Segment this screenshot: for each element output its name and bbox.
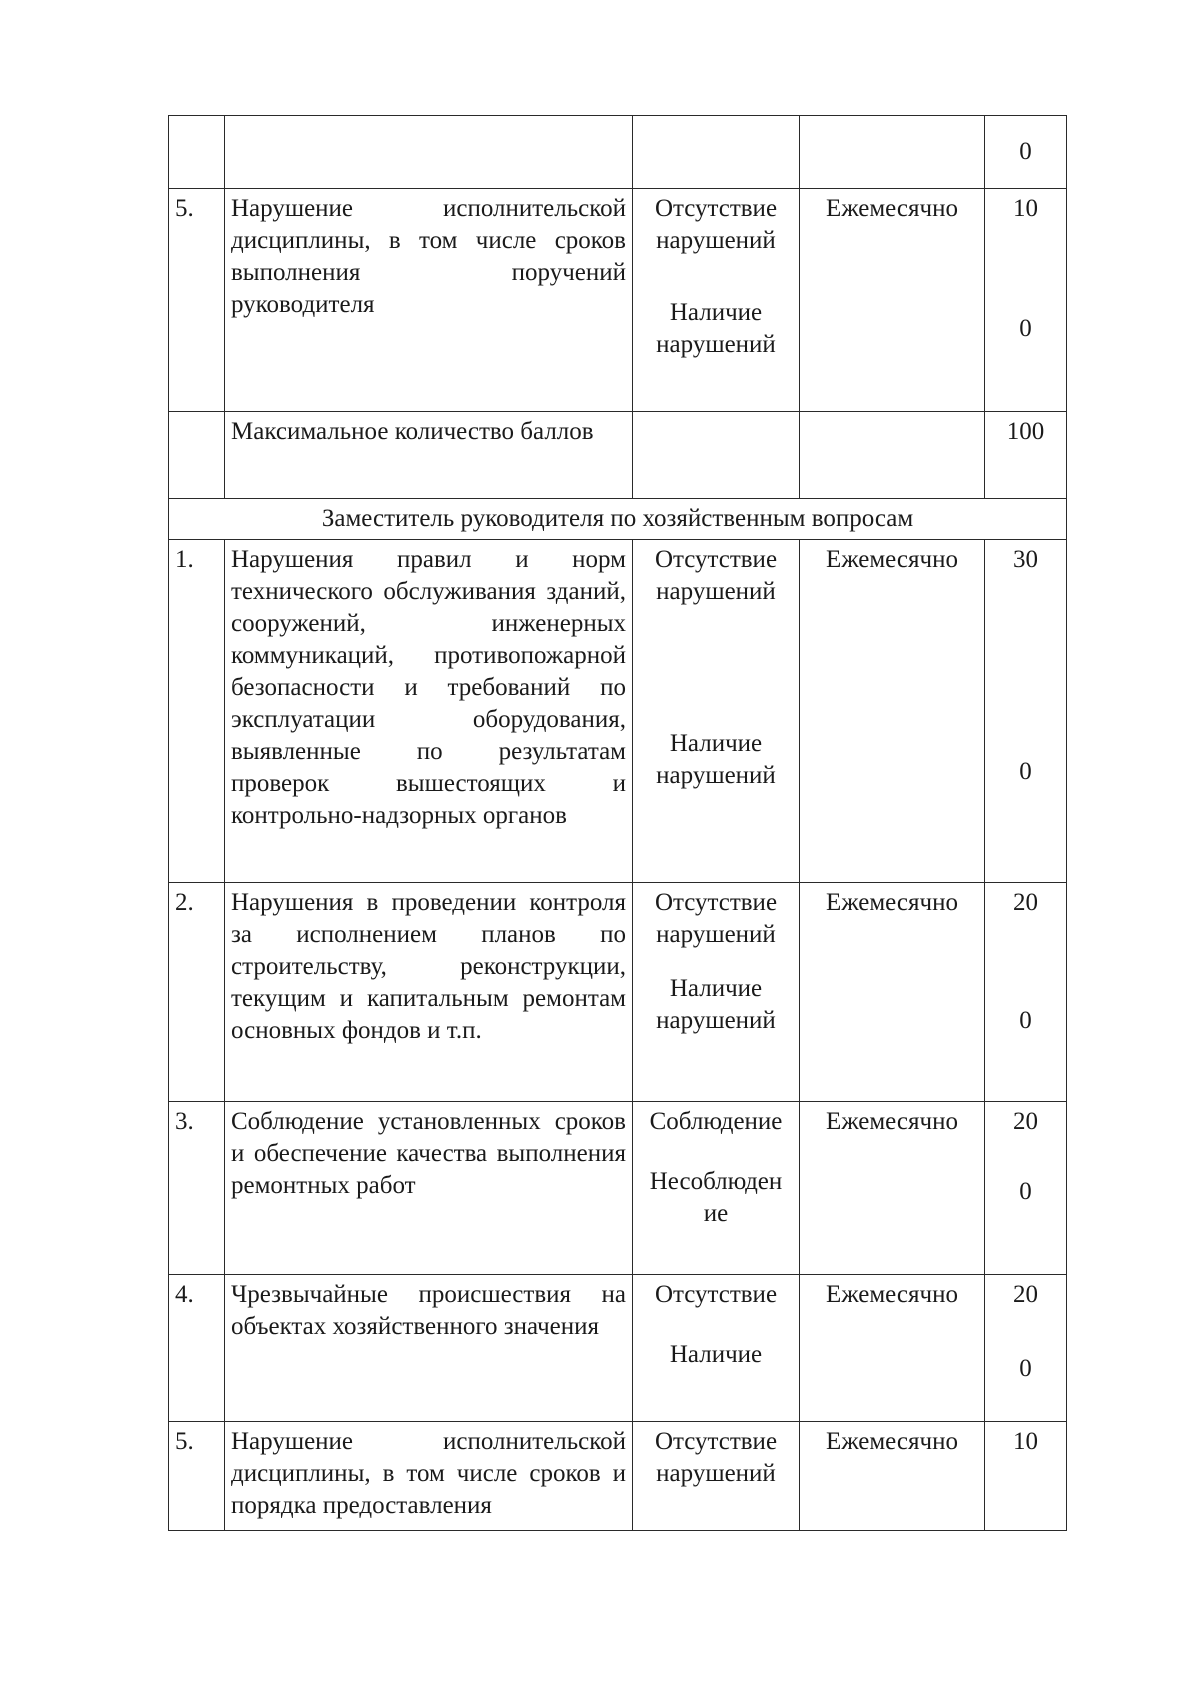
periodicity-cell: Ежемесячно (800, 1275, 985, 1422)
indicator-cell: Нарушение исполнительской дисциплины, в том числе сроков и порядка предоставления (225, 1422, 633, 1531)
indicator-cell (225, 116, 633, 189)
criterion-cell (633, 189, 800, 412)
table-row (169, 883, 1067, 1102)
points-negative: 0 (1019, 1178, 1032, 1205)
periodicity-cell: Ежемесячно (800, 540, 985, 883)
indicator-cell: Нарушение исполнительской дисциплины, в том числе сроков выполнения поручений руководителя (225, 189, 633, 412)
criterion-positive: Отсутствие нарушений (654, 195, 778, 254)
points-positive: 10 (1013, 195, 1038, 222)
criterion-cell (633, 116, 800, 189)
section-header-row (169, 499, 1067, 540)
points-positive: 20 (1013, 1281, 1038, 1308)
periodicity-cell (800, 412, 985, 499)
criterion-negative: Наличие нарушений (656, 975, 776, 1034)
points-cell (985, 1275, 1067, 1422)
criterion-positive: Отсутствие (654, 1281, 778, 1308)
points-positive: 20 (1013, 889, 1038, 916)
criterion-cell (633, 883, 800, 1102)
points-cell (985, 1422, 1067, 1531)
points-cell (985, 883, 1067, 1102)
criterion-cell (633, 412, 800, 499)
table-row (169, 116, 1067, 189)
periodicity-cell: Ежемесячно (800, 1102, 985, 1275)
evaluation-criteria-table (168, 115, 1067, 1531)
row-number-cell (169, 116, 225, 189)
indicator-cell: Максимальное количество баллов (225, 412, 633, 499)
criterion-cell (633, 1102, 800, 1275)
criterion-cell (633, 1422, 800, 1531)
table-row (169, 1422, 1067, 1531)
table-row (169, 1275, 1067, 1422)
criterion-cell (633, 540, 800, 883)
row-number-cell: 2. (169, 883, 225, 1102)
criterion-negative: Несоблюден ие (649, 1168, 783, 1227)
criterion-positive: Соблюдение (649, 1108, 783, 1135)
criterion-negative: Наличие нарушений (656, 730, 776, 789)
row-number-cell: 1. (169, 540, 225, 883)
periodicity-cell: Ежемесячно (800, 1422, 985, 1531)
periodicity-cell (800, 116, 985, 189)
row-number-cell: 5. (169, 1422, 225, 1531)
points-cell (985, 116, 1067, 189)
section-title: Заместитель руководителя по хозяйственным вопросам (169, 499, 1067, 540)
points-negative: 0 (1019, 1355, 1032, 1382)
row-number-cell: 5. (169, 189, 225, 412)
table-row-total (169, 412, 1067, 499)
points-negative: 0 (1019, 1007, 1032, 1034)
row-number-cell: 3. (169, 1102, 225, 1275)
indicator-cell: Нарушения в проведении контроля за исполнением планов по строительству, реконструкции, текущим и капитальным ремонтам основных фондов и т.п. (225, 883, 633, 1102)
points-positive: 30 (1013, 546, 1038, 573)
points-value: 0 (1019, 138, 1032, 165)
periodicity-cell: Ежемесячно (800, 189, 985, 412)
indicator-cell: Соблюдение установленных сроков и обеспечение качества выполнения ремонтных работ (225, 1102, 633, 1275)
row-number-cell: 4. (169, 1275, 225, 1422)
criterion-negative: Наличие (669, 1341, 763, 1368)
points-positive: 20 (1013, 1108, 1038, 1135)
indicator-cell: Нарушения правил и норм технического обслуживания зданий, сооружений, инженерных коммуникаций, противопожарной безопасности и требований по эксплуатации оборудования, выявленные по результатам проверок вышестоящих и контрольно-надзорных органов (225, 540, 633, 883)
table-row (169, 1102, 1067, 1275)
points-cell (985, 1102, 1067, 1275)
criterion-negative: Наличие нарушений (656, 299, 776, 358)
points-cell (985, 540, 1067, 883)
points-negative: 0 (1019, 315, 1032, 342)
criterion-positive: Отсутствие нарушений (654, 1428, 778, 1487)
criterion-positive: Отсутствие нарушений (654, 889, 778, 948)
points-negative: 0 (1019, 758, 1032, 785)
points-cell (985, 189, 1067, 412)
table-row (169, 540, 1067, 883)
points-positive: 10 (1013, 1428, 1038, 1455)
points-cell: 100 (985, 412, 1067, 499)
indicator-cell: Чрезвычайные происшествия на объектах хозяйственного значения (225, 1275, 633, 1422)
row-number-cell (169, 412, 225, 499)
criterion-cell (633, 1275, 800, 1422)
criterion-positive: Отсутствие нарушений (654, 546, 778, 605)
periodicity-cell: Ежемесячно (800, 883, 985, 1102)
table-row (169, 189, 1067, 412)
